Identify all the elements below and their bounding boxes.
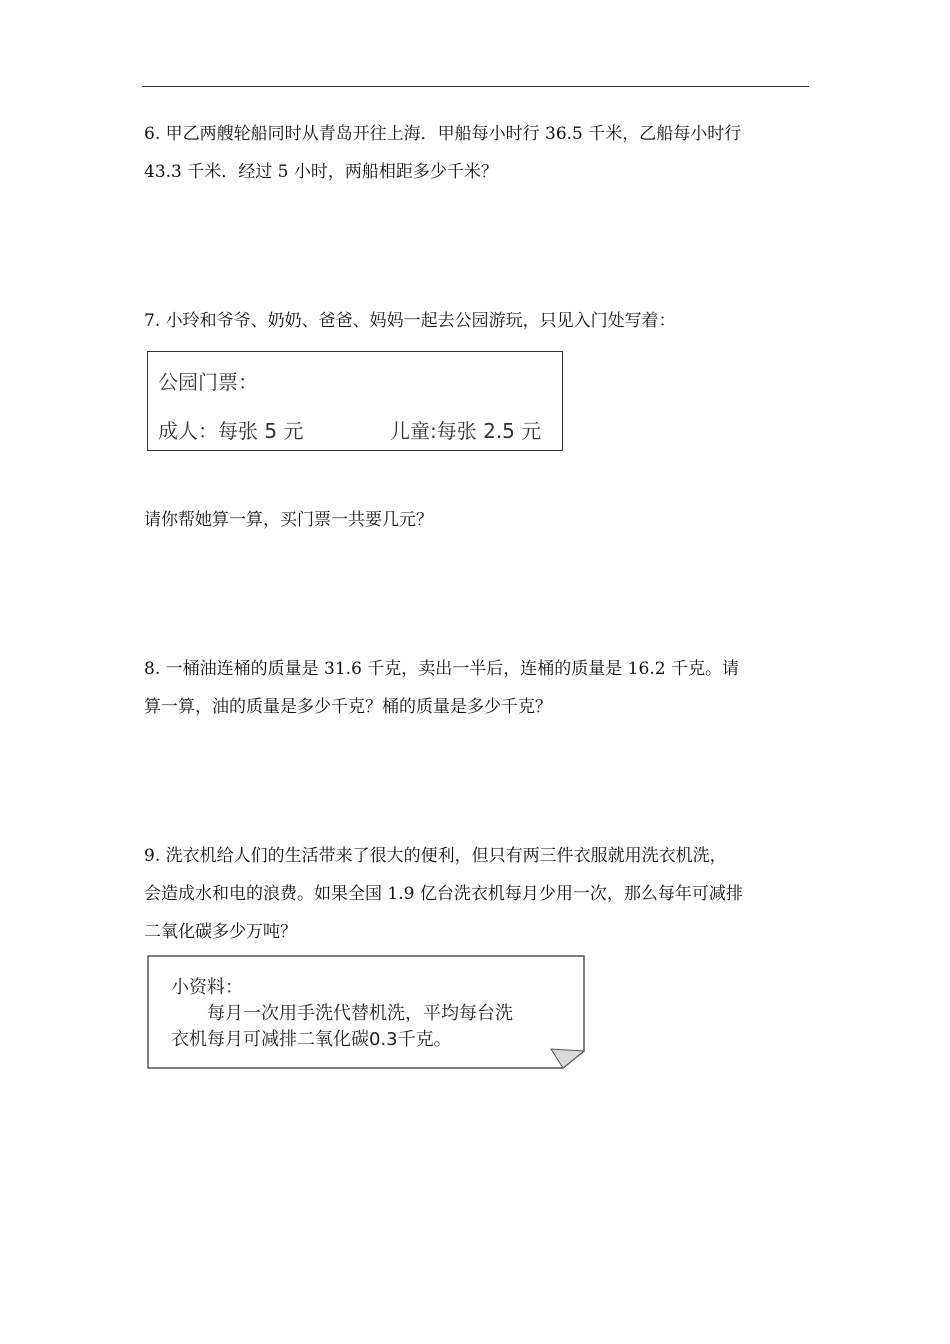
question-8-line-2: 算一算，油的质量是多少千克？桶的质量是多少千克？ <box>144 697 552 717</box>
question-7 <box>144 302 814 340</box>
question-8-line-1: 8. 一桶油连桶的质量是 31.6 千克，卖出一半后，连桶的质量是 16.2 千克。请 <box>144 659 739 679</box>
question-9-line-3: 二氧化碳多少万吨？ <box>144 922 297 942</box>
question-7-line-1: 7. 小玲和爷爷、奶奶、爸爸、妈妈一起去公园游玩，只见入门处写着： <box>144 311 676 331</box>
ticket-child-price: 儿童:每张 2.5 元 <box>390 419 542 443</box>
note-line-2: 衣机每月可减排二氧化碳0.3千克。 <box>171 1029 452 1050</box>
info-note-box <box>147 955 585 1069</box>
question-6-line-2: 43.3 千米．经过 5 小时，两船相距多少千米？ <box>144 162 498 182</box>
note-title: 小资料： <box>171 977 243 998</box>
question-9 <box>144 837 814 951</box>
question-8 <box>144 650 814 726</box>
question-6 <box>144 115 814 191</box>
header-rule <box>142 86 809 87</box>
question-7-question: 请你帮她算一算，买门票一共要几元？ <box>144 510 433 530</box>
question-6-line-1: 6. 甲乙两艘轮船同时从青岛开往上海．甲船每小时行 36.5 千米，乙船每小时行 <box>144 124 742 144</box>
ticket-title: 公园门票： <box>158 370 258 394</box>
park-ticket-sign <box>147 351 563 451</box>
note-line-1: 每月一次用手洗代替机洗，平均每台洗 <box>207 1003 513 1024</box>
ticket-adult-price: 成人：每张 5 元 <box>158 419 304 443</box>
question-9-line-1: 9. 洗衣机给人们的生活带来了很大的便利，但只有两三件衣服就用洗衣机洗， <box>144 846 727 866</box>
question-9-line-2: 会造成水和电的浪费。如果全国 1.9 亿台洗衣机每月少用一次，那么每年可减排 <box>144 884 743 904</box>
question-7-ask <box>144 501 814 539</box>
